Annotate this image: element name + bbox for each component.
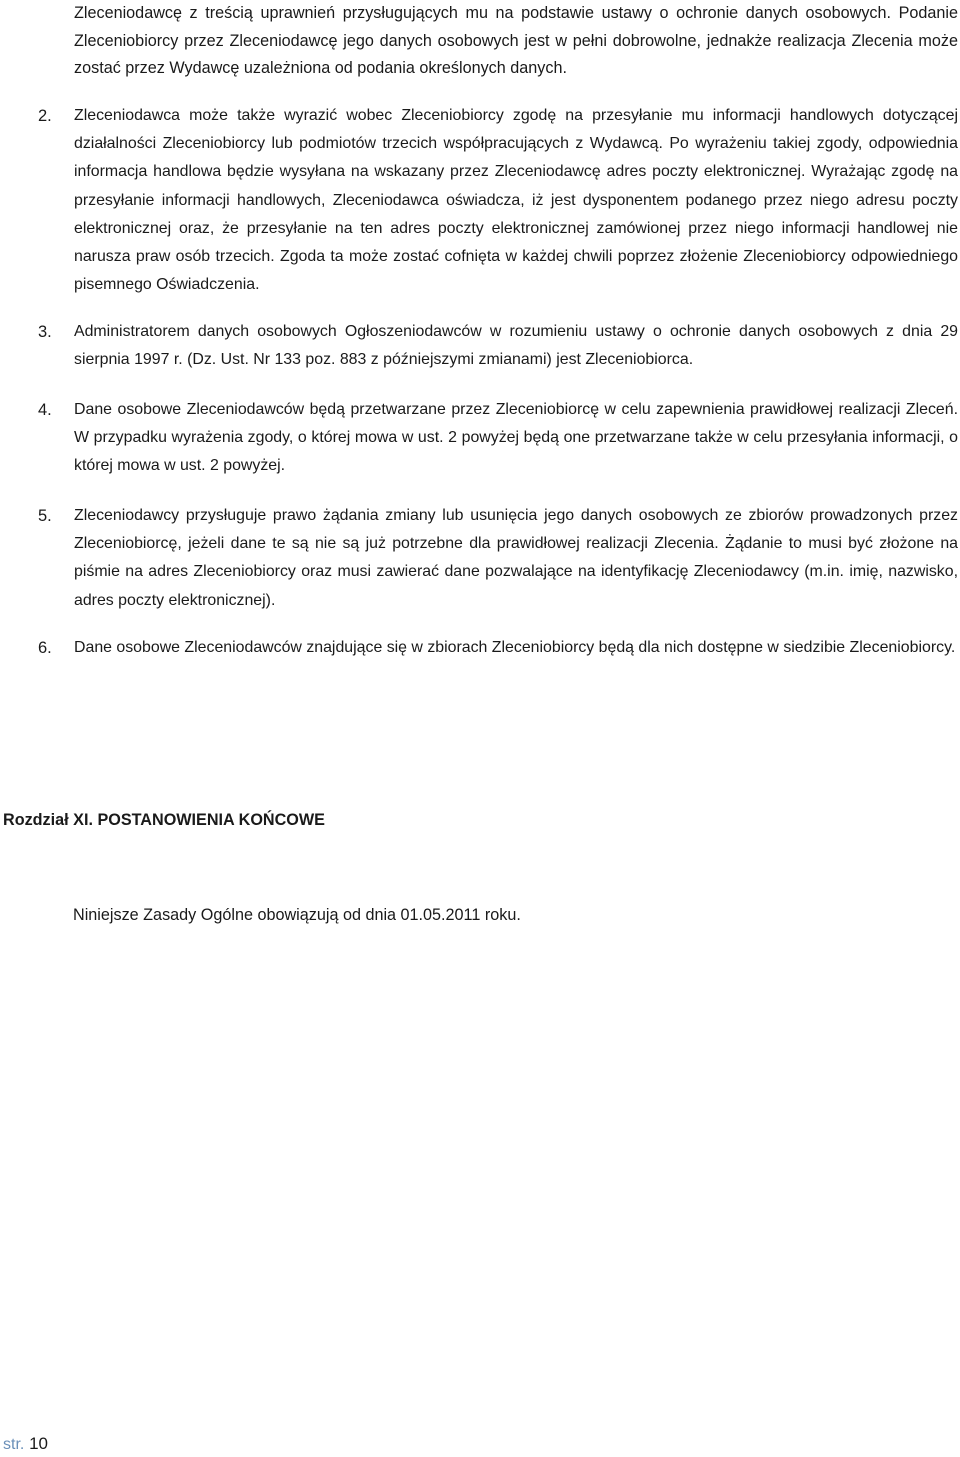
page-number-prefix: str. — [3, 1436, 25, 1453]
list-item-text: Zleceniodawca może także wyrazić wobec Zleceniobiorcy zgodę na przesyłanie mu informacji handlowych dotyczącej działalności Zleceniobiorcy lub podmiotów trzecich współpracujących z Wydawcą. Po wyrażeniu takiej zgody, odpowiednia informacja handlowa będzie wysyłana na wskazany przez Zleceniodawcę adres poczty elektronicznej. Wyrażając zgodę na przesyłanie informacji handlowych, Zleceniodawca oświadcza, iż jest dysponentem podanego przez niego adresu poczty elektronicznej oraz, że przesyłanie na ten adres poczty elektronicznej zamówionej przez niego informacji handlowej nie narusza praw osób trzecich. Zgoda ta może zostać cofnięta w każdej chwili poprzez złożenie Zleceniobiorcy odpowiedniego pisemnego Oświadczenia. — [74, 107, 958, 294]
page-number: 10 — [29, 1434, 48, 1453]
list-item-5 — [38, 502, 958, 615]
list-item-text: Zleceniodawcy przysługuje prawo żądania zmiany lub usunięcia jego danych osobowych ze zbiorów prowadzonych przez Zleceniobiorcę, jeżeli dane te są nie są już potrzebne dla prawidłowej realizacji Zlecenia. Żądanie to musi być złożone na piśmie na adres Zleceniobiorcy oraz musi zawierać dane pozwalające na identyfikację Zleceniodawcy (m.in. imię, nazwisko, adres poczty elektronicznej). — [74, 507, 958, 609]
list-item-number: 5. — [38, 507, 52, 525]
closing-statement: Niniejsze Zasady Ogólne obowiązują od dnia 01.05.2011 roku. — [73, 906, 521, 924]
list-item-text: Dane osobowe Zleceniodawców znajdujące się w zbiorach Zleceniobiorcy będą dla nich dostępne w siedzibie Zleceniobiorcy. — [74, 639, 956, 656]
list-item-number: 2. — [38, 107, 52, 125]
chapter-heading: Rozdział XI. POSTANOWIENIA KOŃCOWE — [3, 811, 325, 829]
list-item-number: 4. — [38, 401, 52, 419]
list-item-number: 6. — [38, 639, 52, 657]
list-item-text: Administratorem danych osobowych Ogłoszeniodawców w rozumieniu ustawy o ochronie danych osobowych z dnia 29 sierpnia 1997 r. (Dz. Ust. Nr 133 poz. 883 z późniejszymi zmianami) jest Zleceniobiorca. — [74, 323, 958, 369]
list-item-3 — [38, 318, 958, 374]
list-item-text: Dane osobowe Zleceniodawców będą przetwarzane przez Zleceniobiorcę w celu zapewnienia prawidłowej realizacji Zleceń. W przypadku wyrażenia zgody, o której mowa w ust. 2 powyżej będą one przetwarzane także w celu przesyłania informacji, o której mowa w ust. 2 powyżej. — [74, 401, 958, 475]
intro-paragraph: Zleceniodawcę z treścią uprawnień przysługujących mu na podstawie ustawy o ochronie danych osobowych. Podanie Zleceniobiorcy przez Zleceniodawcę jego danych osobowych jest w pełni dobrowolne, jednakże realizacja Zlecenia może zostać przez Wydawcę uzależniona od podania określonych danych. — [74, 4, 958, 77]
list-item-6 — [38, 634, 958, 663]
list-item-2 — [38, 102, 958, 299]
page-footer — [3, 1432, 48, 1457]
list-item-4 — [38, 396, 958, 481]
list-item-number: 3. — [38, 323, 52, 341]
